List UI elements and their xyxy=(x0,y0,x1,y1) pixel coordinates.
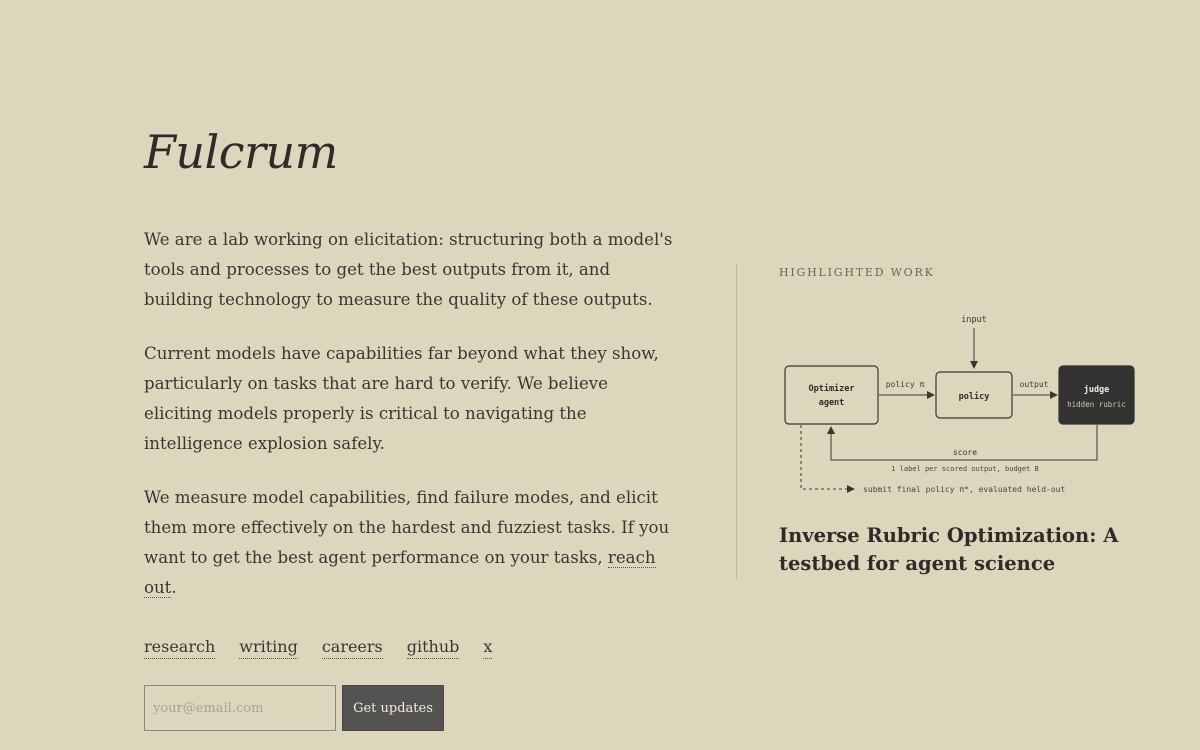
intro-paragraph-3 xyxy=(144,483,674,603)
nav-link-writing[interactable]: writing xyxy=(239,636,298,659)
submit-label: submit final policy π*, evaluated held-out xyxy=(863,485,1066,494)
intro-paragraph-1: We are a lab working on elicitation: structuring both a model's tools and processes to get the best outputs from it, and building technology to measure the quality of these outputs. xyxy=(144,230,673,309)
nav-link-research[interactable]: research xyxy=(144,636,215,659)
nav-link-github[interactable]: github xyxy=(407,636,460,659)
featured-work-title[interactable]: Inverse Rubric Optimization: A testbed for agent science xyxy=(779,524,1119,575)
budget-label: 1 label per scored output, budget B xyxy=(891,465,1039,473)
site-title: Fulcrum xyxy=(144,125,338,179)
reach-out-link[interactable]: reach out xyxy=(144,548,656,597)
intro-paragraph-2: Current models have capabilities far beyond what they show, particularly on tasks that are hard to verify. We believe eliciting models properly is critical to navigating the intelligence explosion safely. xyxy=(144,344,659,453)
nav-link-careers[interactable]: careers xyxy=(322,636,383,659)
iro-diagram[interactable] xyxy=(779,308,1139,503)
optimizer-label-line1: Optimizer xyxy=(808,384,855,394)
policy-box-label: policy xyxy=(958,392,990,402)
nav-link-x[interactable]: x xyxy=(483,636,492,659)
judge-box xyxy=(1059,366,1134,424)
judge-label: judge xyxy=(1083,385,1110,395)
highlighted-work-label: HIGHLIGHTED WORK xyxy=(779,266,935,279)
score-label: score xyxy=(952,448,978,457)
footer-nav xyxy=(144,636,492,659)
optimizer-agent-box xyxy=(785,366,878,424)
policy-pi-label: policy π xyxy=(885,380,925,389)
intro-section xyxy=(144,225,674,627)
column-divider xyxy=(736,264,737,579)
intro-paragraph-3-text: We measure model capabilities, find failure modes, and elicit them more effectively on the hardest and fuzziest tasks. If you want to get the best agent performance on your tasks, xyxy=(144,488,670,567)
diagram-input-label: input xyxy=(961,315,987,325)
hidden-rubric-label: hidden rubric xyxy=(1067,400,1126,409)
get-updates-button[interactable]: Get updates xyxy=(342,685,444,731)
email-input[interactable] xyxy=(144,685,336,731)
output-label: output xyxy=(1019,380,1049,389)
intro-paragraph-3-end: . xyxy=(171,578,177,597)
signup-form xyxy=(144,685,444,731)
submit-dashed-arrow xyxy=(801,425,854,489)
optimizer-label-line2: agent xyxy=(818,398,845,408)
